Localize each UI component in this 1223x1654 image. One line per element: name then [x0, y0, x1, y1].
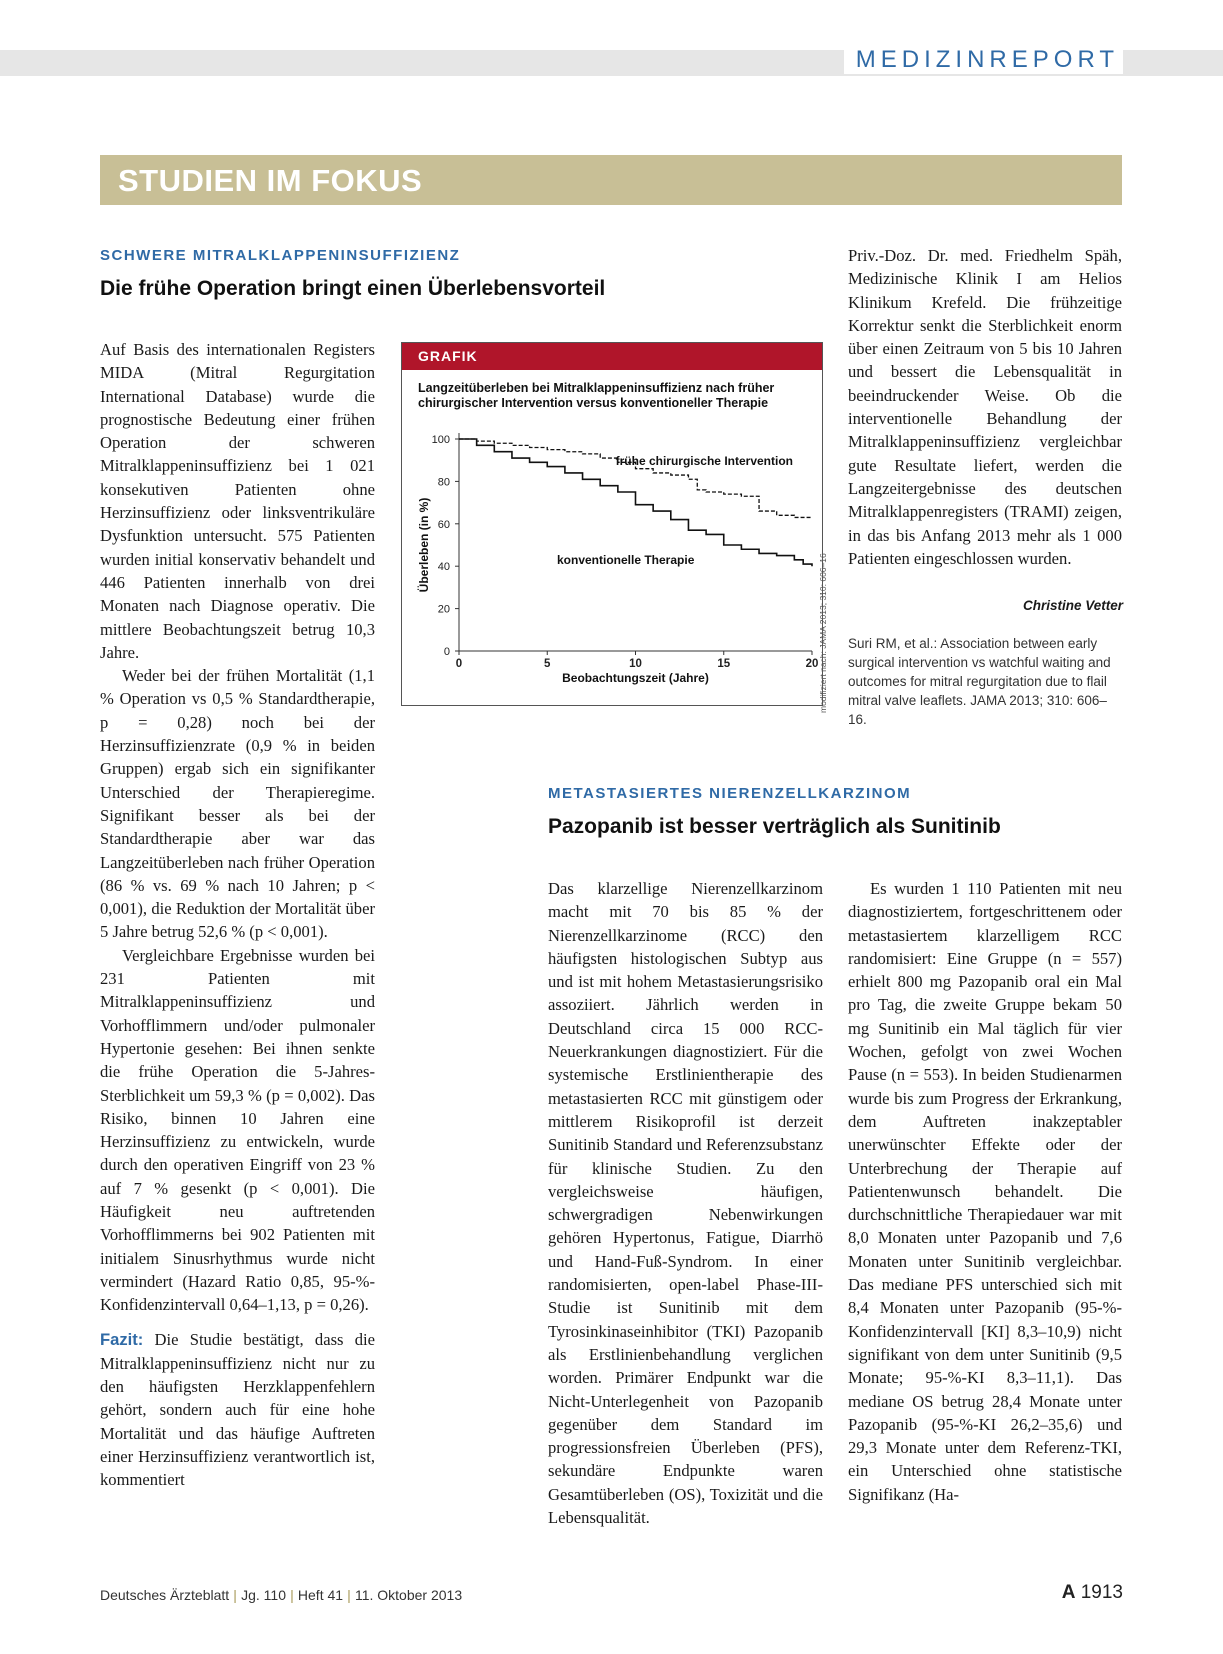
series-line-early-surgery — [459, 439, 812, 517]
section-label: MEDIZINREPORT — [844, 46, 1123, 74]
article1-paragraph-3: Vergleichbare Ergebnisse wurden bei 231 Patienten mit Mitralklappeninsuffizienz und Vorhofflimmern und/oder pulmonaler Hypertonie gesehen: Bei ihnen senkte die frühe Operation die 5-Jahres-Sterblichkeit um 59,3 % (p = 0,002). Das Risiko, binnen 10 Jahren eine Herzinsuffizienz zu entwickeln, wurde durch den operativen Eingriff von 23 % auf 7 % gesenkt (p < 0,001). Die Häufigkeit neu auftretenden Vorhofflimmerns bei 902 Patienten mit initialem Sinusrhythmus wurde nicht vermindert (Hazard Ratio 0,85, 95-%-Konfidenzintervall 0,64–1,13, p = 0,26). — [100, 945, 375, 1315]
chart-header: GRAFIK — [402, 343, 822, 370]
x-tick-label: 0 — [455, 658, 463, 670]
author-byline: Christine Vetter — [1022, 598, 1123, 613]
footer-issue: Heft 41 — [297, 1587, 344, 1603]
article1-kicker: SCHWERE MITRALKLAPPENINSUFFIZIENZ — [100, 247, 461, 264]
y-axis-label: Überleben (in %) — [417, 497, 431, 593]
y-tick-label: 0 — [443, 646, 450, 658]
series-label-conventional: konventionelle Therapie — [557, 553, 695, 567]
chart-box — [401, 342, 823, 706]
footer-journal: Deutsches Ärzteblatt — [100, 1587, 230, 1603]
x-tick-label: 5 — [544, 658, 551, 670]
x-tick-label: 15 — [717, 658, 731, 670]
page-number — [1062, 1582, 1123, 1604]
survival-chart — [402, 343, 824, 707]
series-label-early-surgery: frühe chirurgische Intervention — [615, 454, 793, 468]
y-tick-label: 40 — [437, 561, 450, 574]
y-tick-label: 20 — [437, 603, 450, 616]
article1-headline: Die frühe Operation bringt einen Überlebensvorteil — [100, 277, 606, 300]
footer-citation: Deutsches Ärzteblatt | Jg. 110 | Heft 41 | 11. Oktober 2013 — [100, 1587, 463, 1603]
article2-headline: Pazopanib ist besser verträglich als Sunitinib — [548, 815, 1001, 838]
y-tick-label: 80 — [437, 476, 450, 489]
section-banner — [100, 155, 1122, 205]
article1-continuation — [848, 244, 1122, 570]
y-tick-label: 100 — [431, 434, 450, 446]
x-axis-label: Beobachtungszeit (Jahre) — [562, 671, 709, 685]
article1-paragraph-1: Auf Basis des internationalen Registers MIDA (Mitral Regurgitation International Database) wurde die prognostische Bedeutung einer frühen Operation der schweren Mitralklappeninsuffizienz bei 1 021 konsekutiven Patienten ohne Herzinsuffizienz oder linksventrikuläre Dysfunktion untersucht. 575 Patienten wurden initial konservativ behandelt und 446 Patienten innerhalb von drei Monaten nach Diagnose operativ. Die mittlere Beobachtungszeit betrug 10,3 Jahre. — [100, 340, 375, 662]
article2-column1 — [548, 877, 823, 1529]
article2-text-col1: Das klarzellige Nierenzellkarzinom macht mit 70 bis 85 % der Nierenzellkarzinome (RCC) den häufigsten histologischen Subtyp aus und ist mit hohem Metastasierungsrisiko assoziiert. Jährlich werden in Deutschland circa 15 000 RCC-Neuerkrankungen diagnostiziert. Für die systemische Erstlinientherapie des metastasierten RCC mit günstigem oder mittlerem Risikoprofil ist derzeit Sunitinib Standard und Referenzsubstanz für klinische Studien. Zu den vergleichsweise häufigen, schwergradigen Nebenwirkungen gehören Hypertonus, Fatigue, Diarrhö und Hand-Fuß-Syndrom. In einer randomisierten, open-label Phase-III-Studie ist Sunitinib mit dem Tyrosinkinaseinhibitor (TKI) Pazopanib als Erstlinienbehandlung verglichen worden. Primärer Endpunkt war die Nicht-Unterlegenheit von Pazopanib gegenüber dem Standard im progressionsfreien Überleben (PFS), sekundäre Endpunkte waren Gesamtüberleben (OS), Toxizität und die Lebensqualität. — [548, 879, 823, 1528]
article2-kicker: METASTASIERTES NIERENZELLKARZINOM — [548, 785, 912, 802]
article1-column1 — [100, 338, 375, 1492]
article2-text-col2: Es wurden 1 110 Patienten mit neu diagnostiziertem, fortgeschrittenem oder metastasiertem klarzelligem RCC randomisiert: Eine Gruppe (n = 557) erhielt 800 mg Pazopanib oral ein Mal pro Tag, die zweite Gruppe bekam 50 mg Sunitinib ein Mal täglich für vier Wochen, gefolgt von zwei Wochen Pause (n = 553). In beiden Studienarmen wurde bis zum Progress der Erkrankung, dem Auftreten inakzeptabler unerwünschter Effekte oder der Unterbrechung der Therapie auf Patientenwunsch behandelt. Die durchschnittliche Therapiedauer war mit 8,0 Monaten unter Pazopanib und 7,6 Monaten unter Sunitinib vergleichbar. Das mediane PFS unterschied sich mit 8,4 Monaten unter Pazopanib (95-%-Konfidenzintervall [KI] 8,3–10,9) nicht signifikant von dem unter Sunitinib (9,5 Monate; 95-%-KI 8,3–11,1). Das mediane OS betrug 28,4 Monate unter Pazopanib (95-%-KI 26,2–35,6) und 29,3 Monate unter dem Referenz-TKI, ein Unterschied ohne statistische Signifikanz (Ha- — [848, 879, 1122, 1504]
chart-title: Langzeitüberleben bei Mitralklappeninsuffizienz nach früher chirurgischer Intervention versus konventioneller Therapie — [418, 381, 775, 410]
x-tick-label: 10 — [629, 658, 642, 670]
x-tick-label: 20 — [805, 658, 819, 670]
reference-citation: Suri RM, et al.: Association between early surgical intervention vs watchful waiting and outcomes for mitral regurgitation due to flail mitral valve leaflets. JAMA 2013; 310: 606–16. — [848, 636, 1111, 727]
footer-volume: Jg. 110 — [241, 1587, 286, 1603]
article2-column2 — [848, 877, 1122, 1506]
y-tick-label: 60 — [437, 518, 450, 531]
page-prefix: A — [1061, 1582, 1076, 1603]
banner-title: STUDIEN IM FOKUS — [118, 163, 423, 198]
page-number-value: 1913 — [1080, 1582, 1123, 1603]
fazit-label: Fazit: — [100, 1330, 144, 1350]
chart-source-note: modifiziert nach: JAMA 2013; 310: 606–16 — [818, 553, 828, 713]
footer-date: 11. Oktober 2013 — [354, 1587, 463, 1603]
article1-paragraph-2: Weder bei der frühen Mortalität (1,1 % Operation vs 0,5 % Standardtherapie, p = 0,28) noch bei der Herzinsuffizienzrate (0,9 % in beiden Gruppen) ergab sich ein signifikanter Unterschied der Therapieregime. Signifikant besser als bei der Standardtherapie aber war das Langzeitüberleben nach früher Operation (86 % vs. 69 % nach 10 Jahren; p < 0,001), die Reduktion der Mortalität über 5 Jahre betrug 52,6 % (p < 0,001). — [100, 666, 375, 942]
article1-fazit — [100, 1328, 375, 1491]
article1-continuation-text: Priv.-Doz. Dr. med. Friedhelm Späh, Medizinische Klinik I am Helios Klinikum Krefeld. Die frühzeitige Korrektur senkt die Sterblichkeit enorm über einen Zeitraum von 5 bis 10 Jahren und bessert die Lebensqualität in beeindruckender Weise. Ob die interventionelle Behandlung der Mitralklappeninsuffizienz vergleichbar gute Resultate liefert, werden die Langzeitergebnisse des deutschen Mitralklappenregisters (TRAMI) zeigen, in das bis Anfang 2013 mehr als 1 000 Patienten eingeschlossen wurden. — [848, 246, 1122, 568]
fazit-text: Die Studie bestätigt, dass die Mitralklappeninsuffizienz nicht nur zu den häufigsten Herzklappenfehlern gehört, sondern auch für eine hohe Mortalität und das häufige Auftreten einer Herzinsuffizienz verantwortlich ist, kommentiert — [100, 1330, 375, 1490]
